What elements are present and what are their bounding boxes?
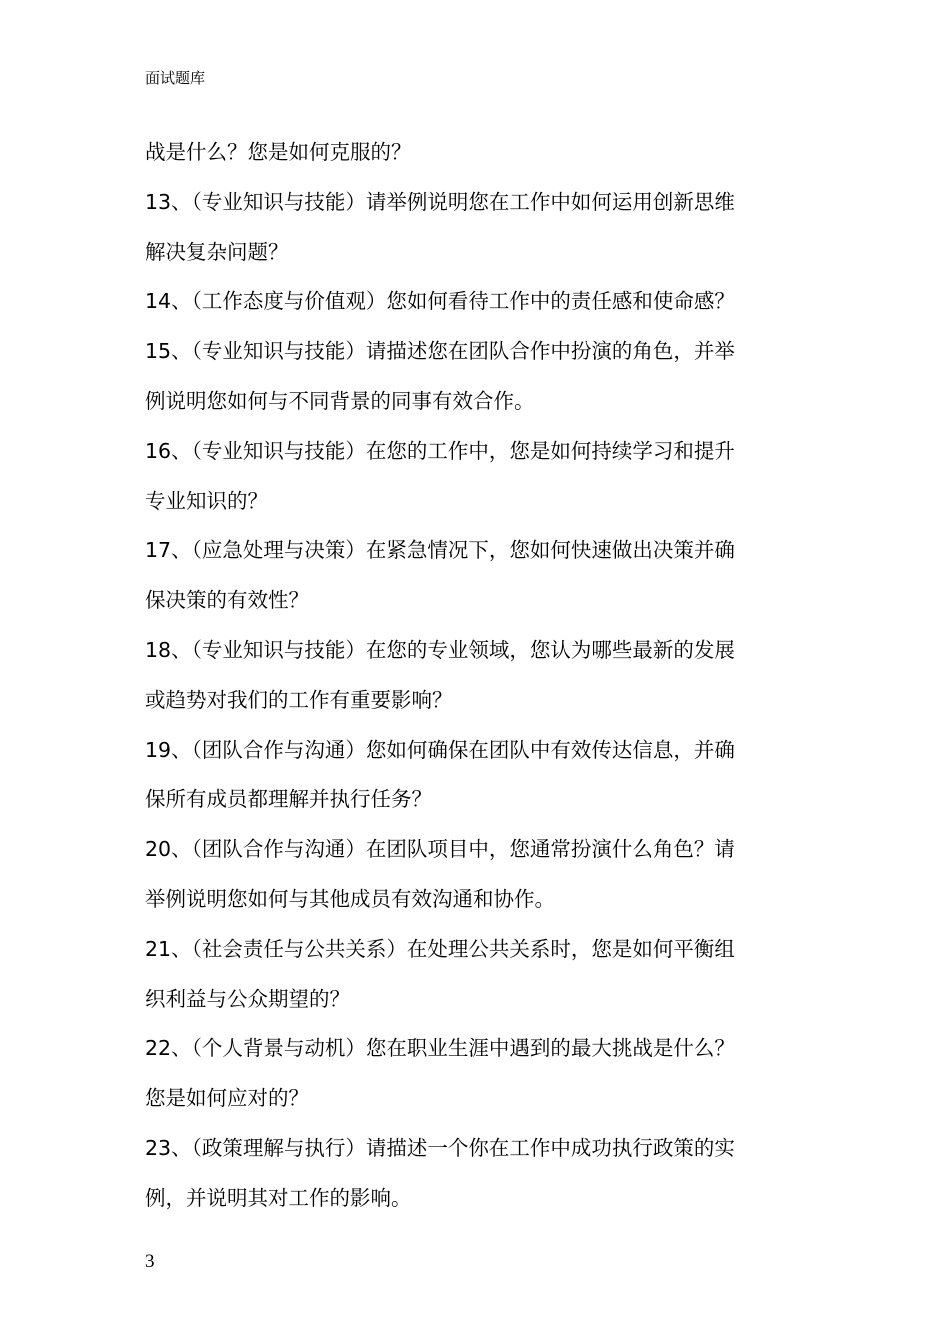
- text-line: 14、（工作态度与价值观）您如何看待工作中的责任感和使命感？: [145, 289, 735, 314]
- text-line: 16、（专业知识与技能）在您的工作中，您是如何持续学习和提升: [145, 438, 735, 463]
- text-line: 例说明您如何与不同背景的同事有效合作。: [145, 388, 535, 413]
- text-line: 18、（专业知识与技能）在您的专业领域，您认为哪些最新的发展: [145, 637, 735, 662]
- text-line: 19、（团队合作与沟通）您如何确保在团队中有效传达信息，并确: [145, 737, 735, 762]
- text-line: 举例说明您如何与其他成员有效沟通和协作。: [145, 886, 555, 911]
- text-line: 您是如何应对的？: [145, 1086, 309, 1111]
- text-line: 保所有成员都理解并执行任务？: [145, 787, 432, 812]
- text-line: 解决复杂问题？: [145, 239, 289, 264]
- text-line: 22、（个人背景与动机）您在职业生涯中遇到的最大挑战是什么？: [145, 1036, 735, 1061]
- text-line: 23、（政策理解与执行）请描述一个你在工作中成功执行政策的实: [145, 1135, 735, 1160]
- text-line: 13、（专业知识与技能）请举例说明您在工作中如何运用创新思维: [145, 189, 735, 214]
- text-line: 21、（社会责任与公共关系）在处理公共关系时，您是如何平衡组: [145, 936, 735, 961]
- text-line: 保决策的有效性？: [145, 588, 309, 613]
- text-line: 17、（应急处理与决策）在紧急情况下，您如何快速做出决策并确: [145, 538, 735, 563]
- text-line: 20、（团队合作与沟通）在团队项目中，您通常扮演什么角色？请: [145, 837, 735, 862]
- text-line: 例，并说明其对工作的影响。: [145, 1185, 412, 1210]
- text-line: 专业知识的？: [145, 488, 268, 513]
- text-line: 或趋势对我们的工作有重要影响？: [145, 687, 453, 712]
- page-number: 3: [145, 1251, 155, 1272]
- text-line: 织利益与公众期望的？: [145, 986, 350, 1011]
- text-line: 战是什么？您是如何克服的？: [145, 140, 412, 164]
- page-header: 面试题库: [145, 69, 206, 87]
- question-list: [145, 134, 810, 1230]
- text-line: 15、（专业知识与技能）请描述您在团队合作中扮演的角色，并举: [145, 339, 735, 364]
